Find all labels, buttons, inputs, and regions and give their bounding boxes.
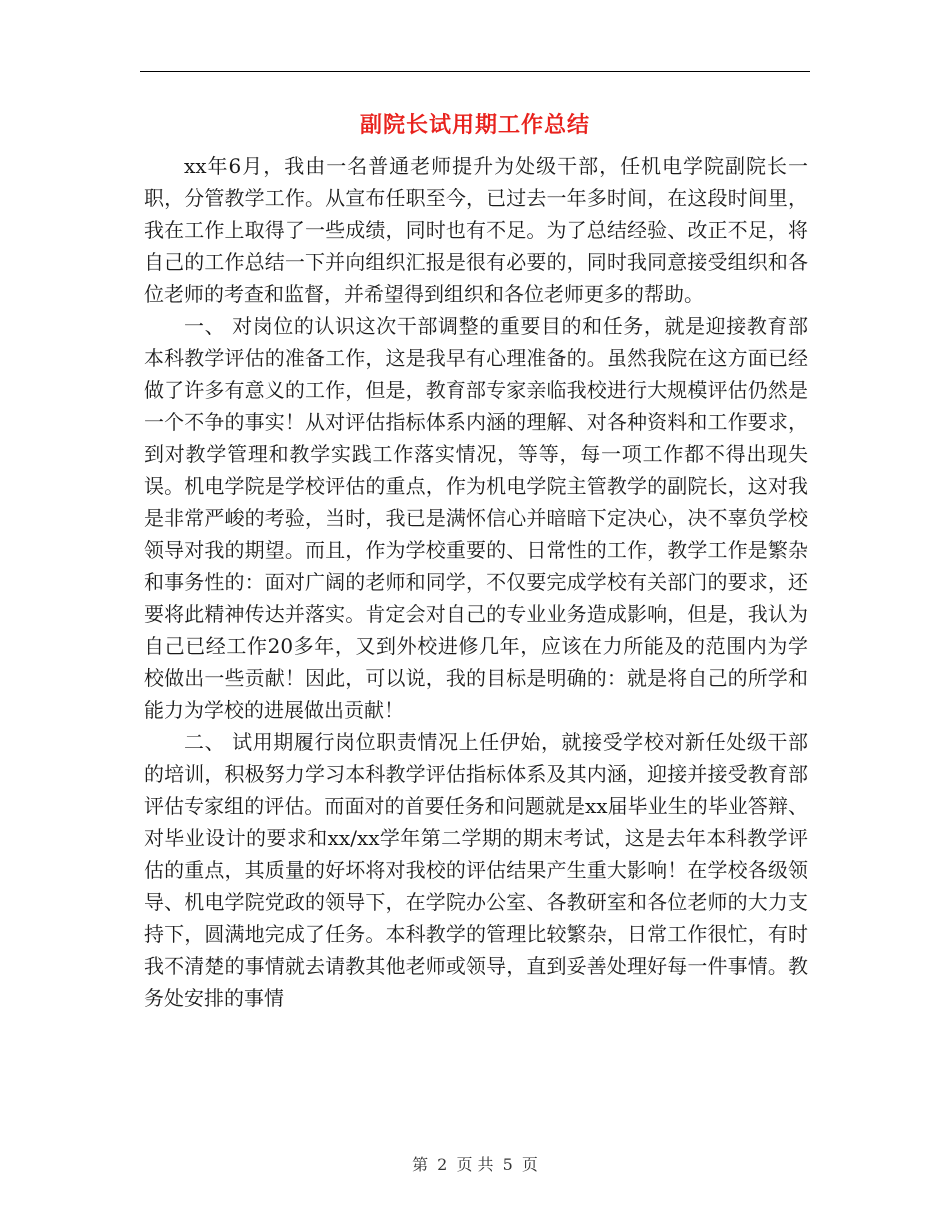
document-title: 副院长试用期工作总结 (359, 112, 590, 138)
document-body (144, 150, 808, 1014)
footer-current-page: 2 (437, 1155, 448, 1174)
footer-prefix: 第 (412, 1155, 429, 1174)
paragraph-section-1: 一、 对岗位的认识这次干部调整的重要目的和任务，就是迎接教育部本科教学评估的准备工作，这是我早有心理准备的。虽然我院在这方面已经做了许多有意义的工作，但是，教育部专家亲临我校进行大规模评估仍然是一个不争的事实！从对评估指标体系内涵的理解、对各种资料和工作要求，到对教学管理和教学实践工作落实情况，等等，每一项工作都不得出现失误。机电学院是学校评估的重点，作为机电学院主管教学的副院长，这对我是非常严峻的考验，当时，我已是满怀信心并暗暗下定决心，决不辜负学校领导对我的期望。而且，作为学校重要的、日常性的工作，教学工作是繁杂和事务性的：面对广阔的老师和同学，不仅要完成学校有关部门的要求，还要将此精神传达并落实。肯定会对自己的专业业务造成影响，但是，我认为自己已经工作20多年，又到外校进修几年，应该在力所能及的范围内为学校做出一些贡献！因此，可以说，我的目标是明确的：就是将自己的所学和能力为学校的进展做出贡献！ (144, 314, 808, 722)
footer-suffix: 页 (521, 1155, 538, 1174)
paragraph-section-2: 二、 试用期履行岗位职责情况上任伊始，就接受学校对新任处级干部的培训，积极努力学习本科教学评估指标体系及其内涵，迎接并接受教育部评估专家组的评估。而面对的首要任务和问题就是xx届毕业生的毕业答辩、对毕业设计的要求和xx/xx学年第二学期的期末考试，这是去年本科教学评估的重点，其质量的好坏将对我校的评估结果产生重大影响！在学校各级领导、机电学院党政的领导下，在学院办公室、各教研室和各位老师的大力支持下，圆满地完成了任务。本科教学的管理比较繁杂，日常工作很忙，有时我不清楚的事情就去请教其他老师或领导，直到妥善处理好每一件事情。教务处安排的事情 (144, 730, 808, 1010)
page-footer (0, 1152, 950, 1175)
paragraph-intro: xx年6月，我由一名普通老师提升为处级干部，任机电学院副院长一职，分管教学工作。从宣布任职至今，已过去一年多时间，在这段时间里，我在工作上取得了一些成绩，同时也有不足。为了总结经验、改正不足，将自己的工作总结一下并向组织汇报是很有必要的，同时我同意接受组织和各位老师的考查和监督，并希望得到组织和各位老师更多的帮助。 (144, 154, 808, 306)
header-rule (140, 71, 810, 72)
footer-total-pages: 5 (502, 1155, 513, 1174)
footer-middle: 页 共 (456, 1155, 494, 1174)
